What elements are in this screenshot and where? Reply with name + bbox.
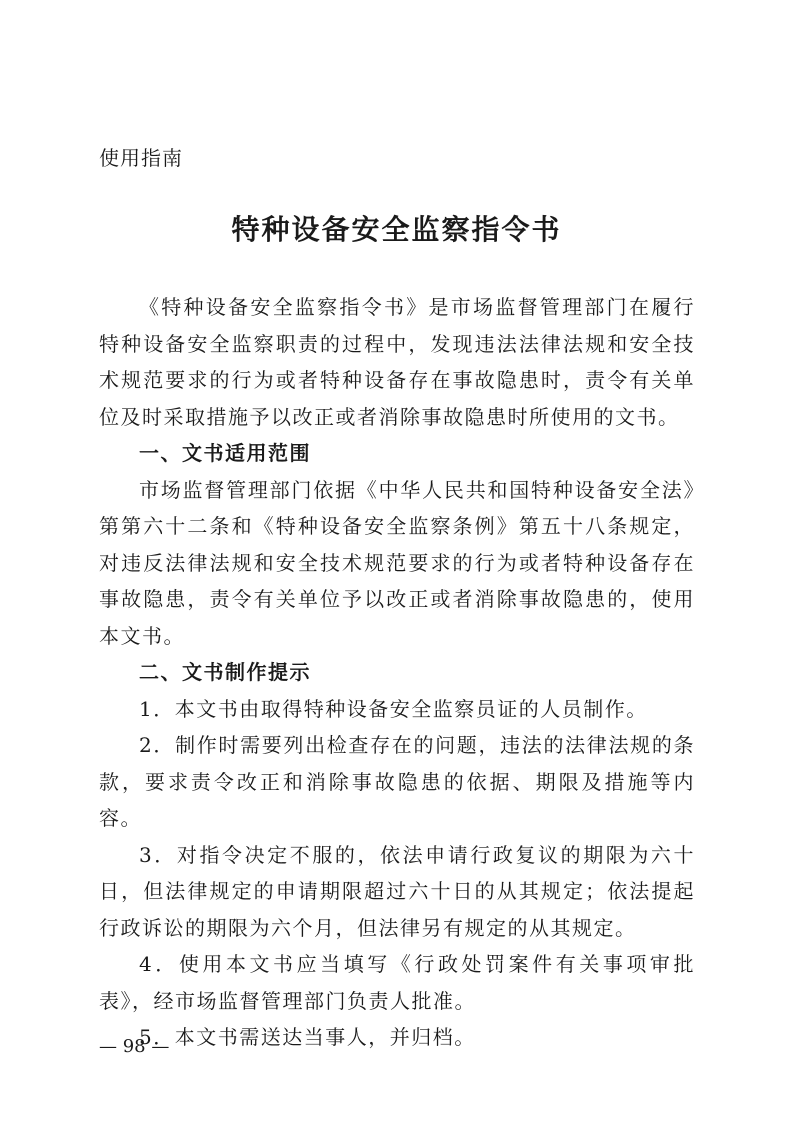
section-heading-tips: 二、文书制作提示 [139,660,311,684]
section-tag: 使用指南 [99,146,183,170]
document-body [99,289,695,1056]
tip-item-4: 4．使用本文书应当填写《行政处罚案件有关事项审批表》，经市场监督管理部门负责人批准。 [99,952,695,1013]
intro-paragraph: 《特种设备安全监察指令书》是市场监督管理部门在履行特种设备安全监察职责的过程中，发现违法法律法规和安全技术规范要求的行为或者特种设备存在事故隐患时，责令有关单位及时采取措施予以改正或者消除事故隐患时所使用的文书。 [99,295,695,429]
tip-item-5: 5．本文书需送达当事人，并归档。 [139,1025,476,1049]
tip-item-1: 1．本文书由取得特种设备安全监察员证的人员制作。 [139,696,648,721]
document-title: 特种设备安全监察指令书 [231,213,562,246]
tip-item-2: 2．制作时需要列出检查存在的问题，违法的法律法规的条款，要求责令改正和消除事故隐患的依据、期限及措施等内容。 [99,733,695,830]
page-number: — 98 — [99,1036,170,1057]
scope-paragraph: 市场监督管理部门依据《中华人民共和国特种设备安全法》第第六十二条和《特种设备安全监察条例》第五十八条规定，对违反法律法规和安全技术规范要求的行为或者特种设备存在事故隐患，责令有关单位予以改正或者消除事故隐患的，使用本文书。 [99,477,695,648]
tip-item-3: 3．对指令决定不服的，依法申请行政复议的期限为六十日，但法律规定的申请期限超过六十日的从其规定；依法提起行政诉讼的期限为六个月，但法律另有规定的从其规定。 [99,842,695,940]
section-heading-scope: 一、文书适用范围 [139,441,311,465]
